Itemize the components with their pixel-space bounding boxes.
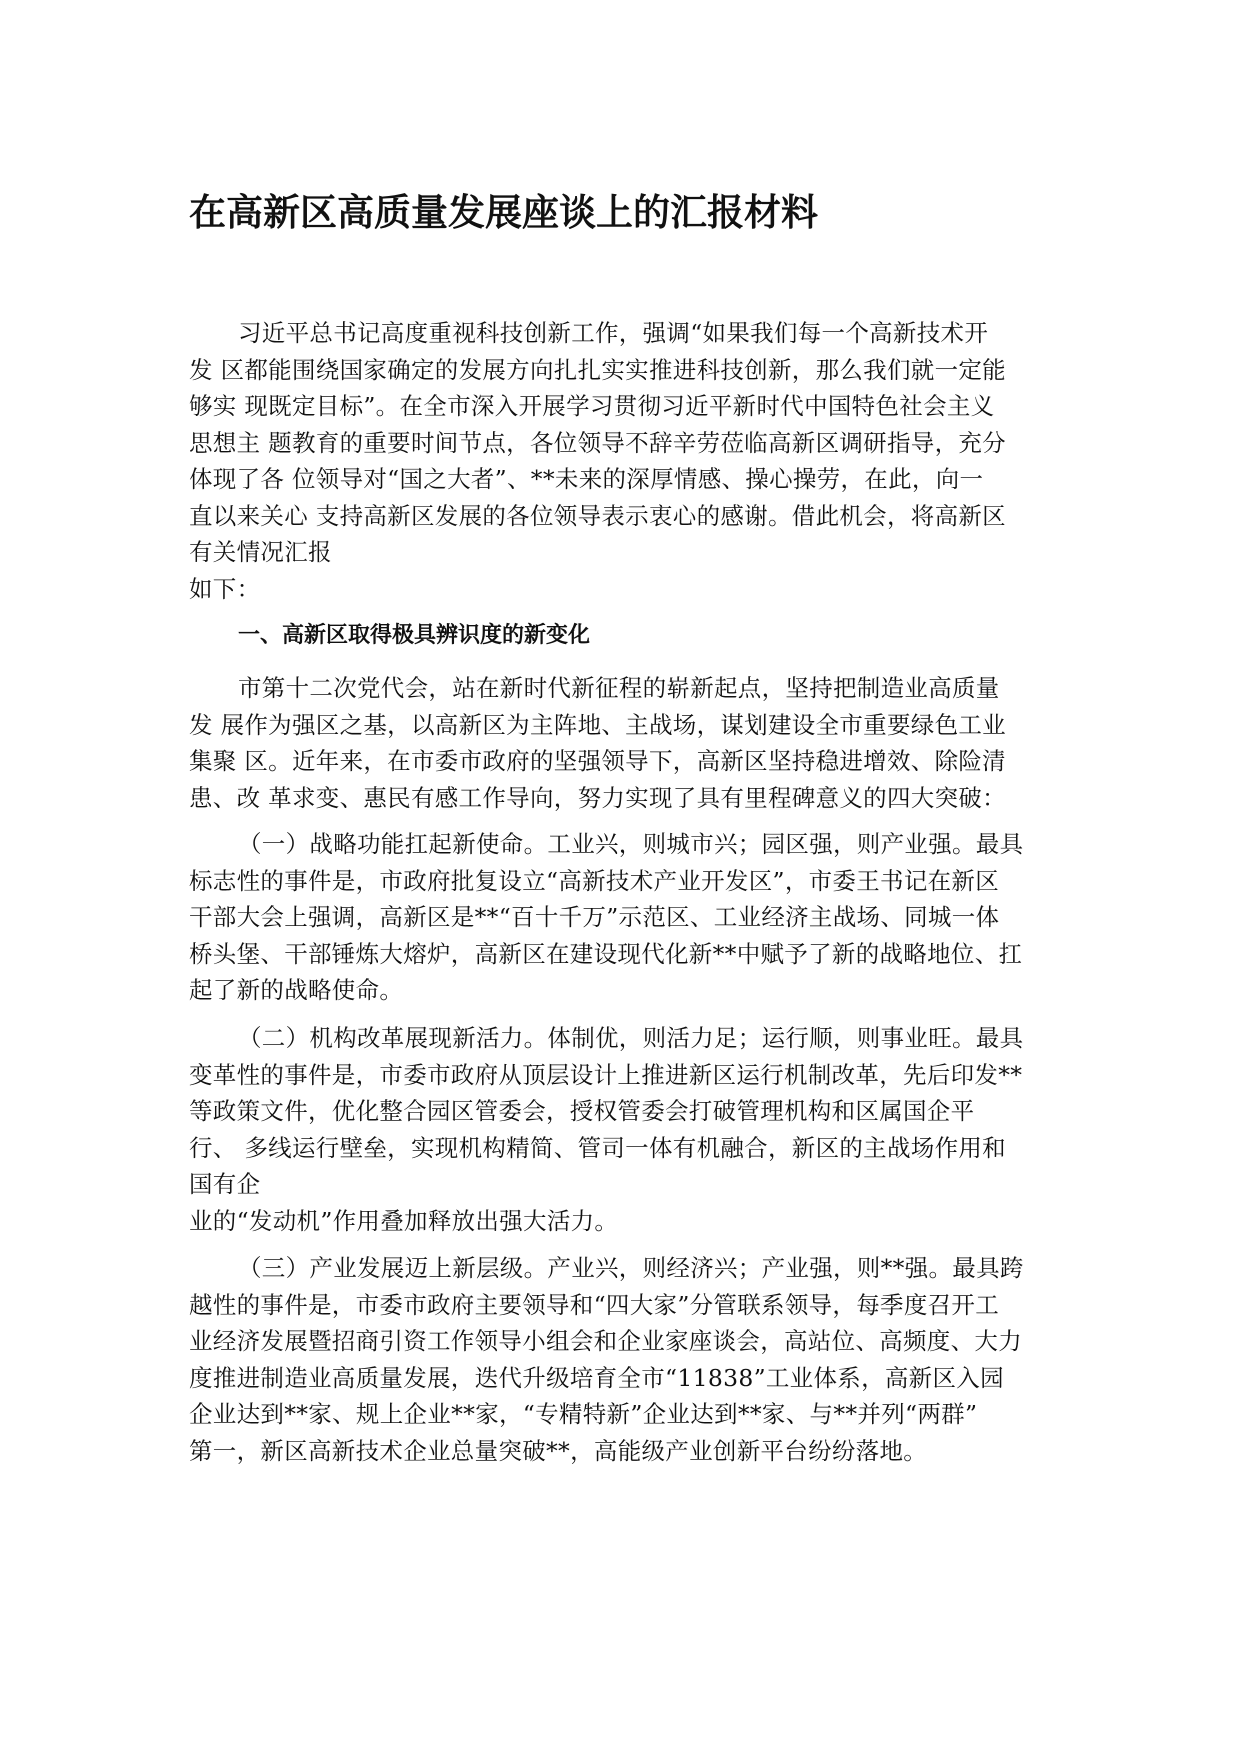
text-line: 发 区都能围绕国家确定的发展方向扎扎实实推进科技创新，那么我们就一定能 bbox=[189, 355, 1006, 384]
text-line: 思想主 题教育的重要时间节点，各位领导不辞辛劳莅临高新区调研指导，充分 bbox=[189, 428, 1006, 457]
text-line: （二）机构改革展现新活力。体制优，则活力足；运行顺，则事业旺。最具 bbox=[238, 1024, 1024, 1052]
text-line: （一）战略功能扛起新使命。工业兴，则城市兴；园区强，则产业强。最具 bbox=[238, 830, 1024, 858]
text-line: 标志性的事件是，市政府批复设立“高新技术产业开发区”，市委王书记在新区 bbox=[189, 866, 1000, 895]
text-line: 变革性的事件是，市委市政府从顶层设计上推进新区运行机制改革，先后印发** bbox=[189, 1060, 1023, 1089]
paragraph-overview bbox=[189, 670, 1049, 816]
text-line: 国有企 bbox=[189, 1170, 261, 1198]
text-line: 市第十二次党代会，站在新时代新征程的崭新起点，坚持把制造业高质量 bbox=[238, 674, 1000, 702]
text-line: 直以来关心 支持高新区发展的各位领导表示衷心的感谢。借此机会，将高新区 bbox=[189, 501, 1006, 530]
paragraph-industry bbox=[189, 1250, 1049, 1469]
text-line: 行、 多线运行壁垒，实现机构精简、管司一体有机融合，新区的主战场作用和 bbox=[189, 1133, 1006, 1162]
text-line: 集聚 区。近年来，在市委市政府的坚强领导下，高新区坚持稳进增效、除险清 bbox=[189, 747, 1006, 775]
paragraph-intro bbox=[189, 315, 1049, 607]
text-line: 够实 现既定目标”。在全市深入开展学习贯彻习近平新时代中国特色社会主义 bbox=[189, 392, 995, 420]
text-line: 企业达到**家、规上企业**家，“专精特新”企业达到**家、与**并列“两群” bbox=[189, 1400, 978, 1428]
text-line: 起了新的战略使命。 bbox=[189, 976, 404, 1004]
text-line: 第一，新区高新技术企业总量突破**，高能级产业创新平台纷纷落地。 bbox=[189, 1436, 928, 1465]
text-line: 如下： bbox=[189, 574, 261, 603]
text-line: （三）产业发展迈上新层级。产业兴，则经济兴；产业强，则**强。最具跨 bbox=[238, 1254, 1024, 1282]
text-line: 患、改 革求变、惠民有感工作导向，努力实现了具有里程碑意义的四大突破： bbox=[189, 783, 1006, 812]
text-line: 发 展作为强区之基，以高新区为主阵地、主战场，谋划建设全市重要绿色工业 bbox=[189, 710, 1006, 739]
paragraph-strategy bbox=[189, 826, 1049, 1009]
text-line: 度推进制造业高质量发展，迭代升级培育全市“11838”工业体系，高新区入园 bbox=[189, 1363, 1004, 1392]
section-heading: 一、高新区取得极具辨识度的新变化 bbox=[238, 623, 591, 648]
text-line: 习近平总书记高度重视科技创新工作，强调“如果我们每一个高新技术开 bbox=[238, 319, 989, 347]
text-line: 体现了各 位领导对“国之大者”、**未来的深厚情感、操心操劳，在此，向一 bbox=[189, 465, 984, 493]
paragraph-reform bbox=[189, 1020, 1049, 1239]
text-line: 越性的事件是，市委市政府主要领导和“四大家”分管联系领导，每季度召开工 bbox=[189, 1290, 1000, 1319]
text-line: 干部大会上强调，高新区是**“百十千万”示范区、工业经济主战场、同城一体 bbox=[189, 903, 1000, 931]
text-line: 等政策文件，优化整合园区管委会，授权管委会打破管理机构和区属国企平 bbox=[189, 1097, 975, 1125]
text-line: 有关情况汇报 bbox=[189, 538, 332, 566]
text-line: 业的“发动机”作用叠加释放出强大活力。 bbox=[189, 1206, 619, 1235]
document-title: 在高新区高质量发展座谈上的汇报材料 bbox=[189, 191, 818, 234]
text-line: 业经济发展暨招商引资工作领导小组会和企业家座谈会，高站位、高频度、大力 bbox=[189, 1327, 1022, 1355]
text-line: 桥头堡、干部锤炼大熔炉，高新区在建设现代化新**中赋予了新的战略地位、扛 bbox=[189, 939, 1023, 968]
